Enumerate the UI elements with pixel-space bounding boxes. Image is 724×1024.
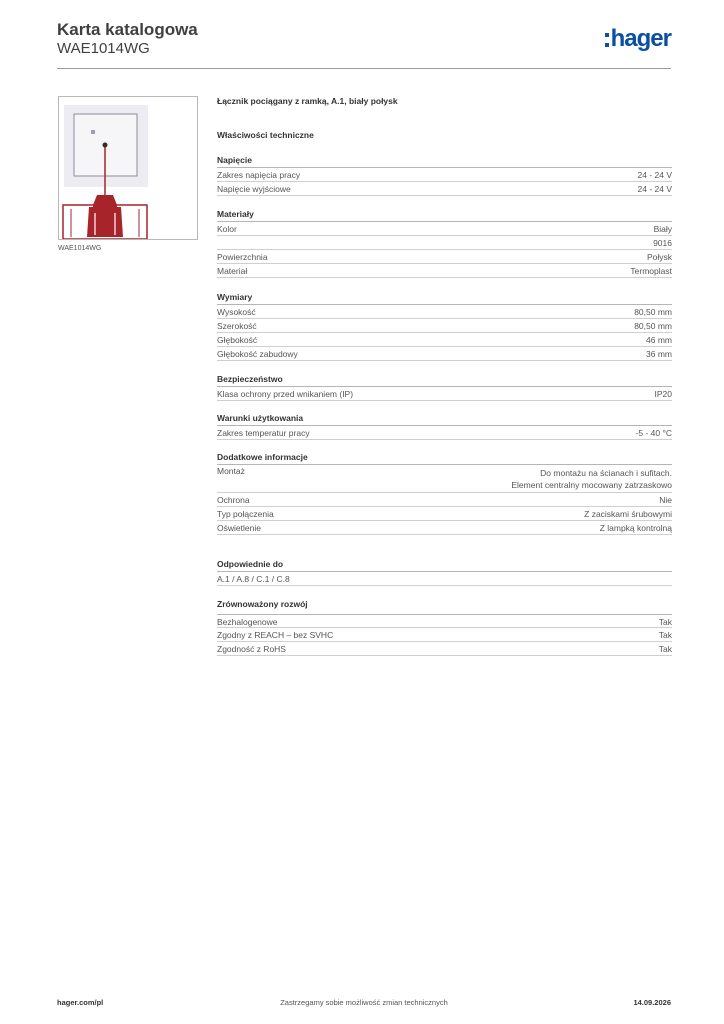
product-description: Łącznik pociągany z ramką, A.1, biały połysk: [217, 96, 398, 106]
spec-value: IP20: [654, 389, 672, 399]
spec-row: [217, 465, 672, 493]
spec-label: Oświetlenie: [217, 523, 261, 533]
spec-value: Z lampką kontrolną: [599, 523, 672, 533]
spec-row: [217, 642, 672, 656]
spec-row: [217, 387, 672, 401]
document-title: Karta katalogowa: [57, 20, 198, 39]
spec-row: [217, 628, 672, 642]
spec-row: [217, 168, 672, 182]
spec-value: [511, 467, 672, 491]
spec-label: Napięcie wyjściowe: [217, 184, 291, 194]
spec-label: Klasa ochrony przed wnikaniem (IP): [217, 389, 354, 399]
section-bezpieczenstwo: [217, 373, 672, 401]
section-dodatkowe: [217, 451, 672, 535]
spec-row: [217, 305, 672, 319]
spec-value: 46 mm: [646, 335, 672, 345]
spec-label: Głębokość: [217, 335, 258, 345]
spec-label: Szerokość: [217, 321, 257, 331]
spec-value: Z zaciskami śrubowymi: [584, 509, 672, 519]
spec-label: Powierzchnia: [217, 252, 268, 262]
spec-value: 24 - 24 V: [637, 184, 672, 194]
spec-value: Tak: [658, 616, 672, 627]
spec-label: Bezhalogenowe: [217, 616, 278, 627]
image-caption: WAE1014WG: [58, 245, 102, 252]
spec-row: [217, 614, 672, 628]
spec-value-line: Element centralny mocowany zatrzaskowo: [511, 480, 672, 490]
spec-value: Termoplast: [630, 266, 672, 276]
spec-value: Tak: [658, 644, 672, 654]
spec-value-line: Do montażu na ścianach i sufitach.: [540, 468, 672, 478]
spec-row: [217, 333, 672, 347]
spec-value: 24 - 24 V: [637, 170, 672, 180]
product-image: [58, 96, 198, 240]
section-title: Zrównoważony rozwój: [217, 599, 308, 609]
spec-label: Wysokość: [217, 307, 256, 317]
spec-row: [217, 572, 672, 586]
logo-dots-icon: [605, 33, 609, 47]
spec-label: Zgodny z REACH – bez SVHC: [217, 630, 334, 640]
spec-label: Materiał: [217, 266, 248, 276]
spec-label: Zakres napięcia pracy: [217, 170, 301, 180]
spec-value: -5 - 40 °C: [635, 428, 672, 438]
product-code: WAE1014WG: [57, 40, 150, 57]
footer-disclaimer: Zastrzegamy sobie możliwość zmian technicznych: [280, 998, 448, 1007]
section-warunki: [217, 412, 672, 440]
section-title: Odpowiednie do: [217, 558, 672, 572]
page-footer: [57, 998, 671, 1012]
section-materialy: [217, 208, 672, 278]
section-wymiary: [217, 291, 672, 361]
section-napiecie: [217, 154, 672, 196]
spec-label: Zakres temperatur pracy: [217, 428, 310, 438]
section-zrownowazony: [217, 598, 672, 656]
section-title: Napięcie: [217, 154, 672, 168]
spec-row: [217, 507, 672, 521]
hager-logo: [605, 26, 671, 56]
spec-value: 36 mm: [646, 349, 672, 359]
spec-value: Połysk: [646, 252, 672, 262]
spec-value: Biały: [653, 224, 672, 234]
section-title: Wymiary: [217, 291, 672, 305]
logo-text: hager: [610, 25, 671, 52]
spec-row: [217, 182, 672, 196]
spec-value: 9016: [653, 238, 672, 248]
header-divider: [57, 68, 671, 69]
section-title: Materiały: [217, 208, 672, 222]
spec-label: Głębokość zabudowy: [217, 349, 298, 359]
spec-row: [217, 319, 672, 333]
spec-row: [217, 347, 672, 361]
spec-label: Typ połączenia: [217, 509, 274, 519]
footer-website-link[interactable]: hager.com/pl: [57, 998, 104, 1007]
spec-value: 80,50 mm: [634, 321, 672, 331]
footer-date: 14.09.2026: [633, 998, 671, 1007]
spec-row: [217, 250, 672, 264]
spec-row: [217, 521, 672, 535]
spec-label: Montaż: [217, 466, 245, 476]
spec-label: Kolor: [217, 224, 237, 234]
spec-label: A.1 / A.8 / C.1 / C.8: [217, 574, 290, 584]
section-title: Bezpieczeństwo: [217, 373, 672, 387]
spec-row: [217, 493, 672, 507]
page-header: [57, 20, 671, 70]
pull-cord-switch-icon: [59, 97, 197, 239]
spec-value: 80,50 mm: [634, 307, 672, 317]
technical-properties-heading: Właściwości techniczne: [217, 130, 314, 140]
section-title: Dodatkowe informacje: [217, 451, 672, 465]
spec-label: Ochrona: [217, 495, 250, 505]
section-odpowiednie: [217, 558, 672, 586]
spec-row: [217, 264, 672, 278]
spec-row: [217, 236, 672, 250]
spec-row: [217, 426, 672, 440]
section-title: Warunki użytkowania: [217, 412, 672, 426]
spec-row: [217, 222, 672, 236]
spec-value: Nie: [659, 495, 672, 505]
spec-label: Zgodność z RoHS: [217, 644, 286, 654]
spec-value: Tak: [658, 630, 672, 640]
